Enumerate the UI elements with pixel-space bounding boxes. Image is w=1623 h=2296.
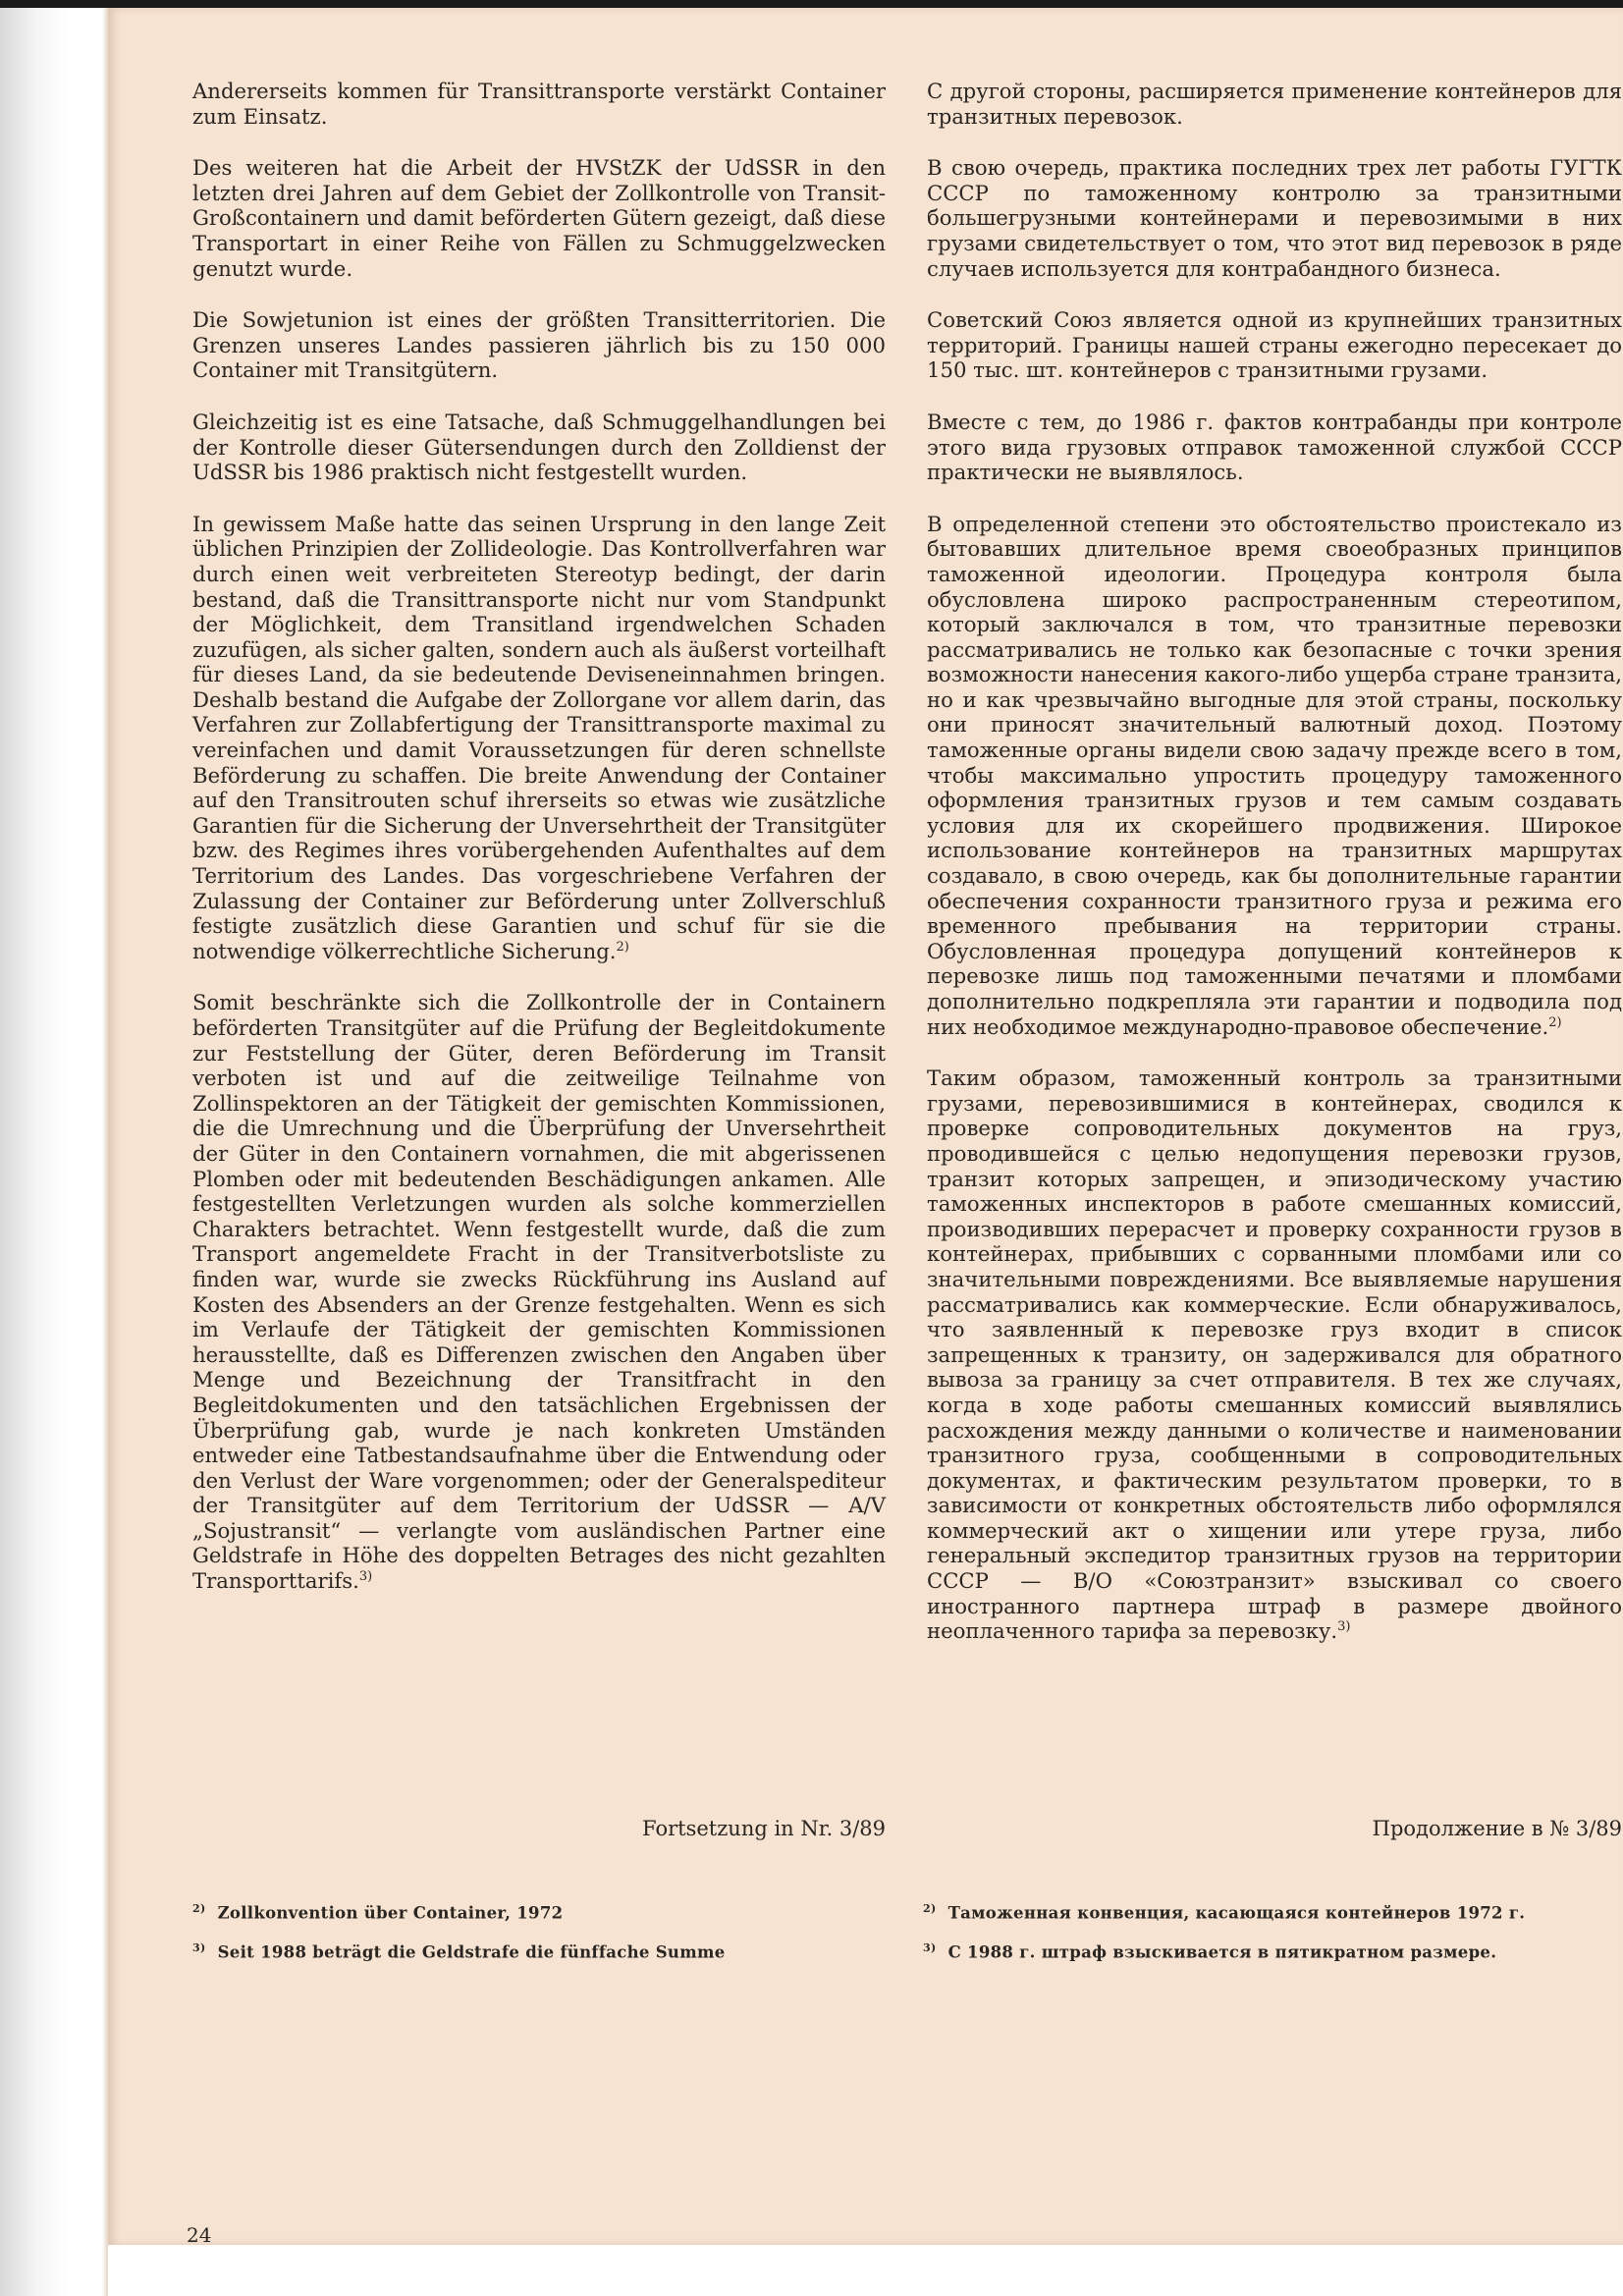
russian-footnote-2 [923, 1902, 1525, 1923]
german-footnote-3 [192, 1941, 726, 1962]
german-continued-note: Fortsetzung in Nr. 3/89 [642, 1817, 886, 1840]
footnote-ref-2: 2) [616, 939, 629, 955]
german-paragraph-5 [192, 512, 886, 964]
footnote-mark: 3) [192, 1941, 206, 1954]
russian-continued-note: Продолжение в № 3/89 [1372, 1817, 1622, 1840]
russian-paragraph-4: Вместе с тем, до 1986 г. фактов контрабанды при контроле этого вида грузовых отправок таможенной службой СССР практически не выявлялось. [927, 409, 1622, 485]
scan-left-margin [0, 8, 108, 2296]
german-footnote-2 [192, 1902, 563, 1923]
footnote-mark: 3) [923, 1941, 937, 1954]
russian-paragraph-6-text: Таким образом, таможенный контроль за транзитными грузами, перевозившимися в контейнерах, сводился к проверке сопроводительных документов на груз, проводившейся с целью недопущения перевозки грузов, транзит которых запрещен, и эпизодическому участию таможенных инспекторов в работе смешанных комиссий, производивших перерасчет и проверку сохранности грузов в контейнерах, прибывших с сорванными пломбами или со значительными повреждениями. Все выявляемые нарушения рассматривались как коммерческие. Если обнаруживалось, что заявленный к перевозке груз входит в список запрещенных к транзиту, он задерживался для обратного вывоза за границу за счет отправителя. В тех же случаях, когда в ходе работы смешанных комиссий выявлялись расхождения между данными о количестве и наименовании транзитного груза, сообщенными в сопроводительных документах, и фактическим результатом проверки, то в зависимости от конкретных обстоятельств либо оформлялся коммерческий акт о хищении или утере груза, либо генеральный экспедитор транзитных грузов на территории СССР — В/О «Союзтранзит» взыскивал со своего иностранного партнера штраф в размере двойного неоплаченного тарифа за перевозку. [927, 1066, 1622, 1644]
footnote-mark: 2) [923, 1902, 937, 1915]
footnote-text: С 1988 г. штраф взыскивается в пятикратном размере. [947, 1942, 1497, 1962]
footnote-ref-3: 3) [358, 1569, 373, 1584]
footnote-text: Таможенная конвенция, касающаяся контейнеров 1972 г. [947, 1903, 1526, 1923]
german-paragraph-2: Des weiteren hat die Arbeit der HVStZK der UdSSR in den letzten drei Jahren auf dem Gebiet der Zollkontrolle von Transit-Großcontainern und damit beförderten Gütern gezeigt, daß diese Transportart in einer Reihe von Fällen zu Schmuggelzwecken genutzt wurde. [192, 155, 886, 281]
german-paragraph-4: Gleichzeitig ist es eine Tatsache, daß Schmuggelhandlungen bei der Kontrolle dieser Gütersendungen durch den Zolldienst der UdSSR bis 1986 praktisch nicht festgestellt wurden. [192, 409, 886, 485]
german-paragraph-6-text: Somit beschränkte sich die Zollkontrolle der in Containern beförderten Transitgüter auf die Prüfung der Begleitdokumente zur Feststellung der Güter, deren Beförderung im Transit verboten ist und auf die zeitweilige Teilnahme von Zollinspektoren an der Tätigkeit der gemischten Kommissionen, die die Umrechnung und die Überprüfung der Unversehrtheit der Güter in den Containern vornahmen, die mit abgerissenen Plomben oder mit bedeutenden Beschädigungen ankamen. Alle festgestellten Verletzungen wurden als solche kommerziellen Charakters betrachtet. Wenn festgestellt wurde, daß die zum Transport angemeldete Fracht in der Transitverbotsliste zu finden war, wurde sie zwecks Rückführung ins Ausland auf Kosten des Absenders an der Grenze festgehalten. Wenn es sich im Verlaufe der Tätigkeit der gemischten Kommissionen herausstellte, daß es Differenzen zwischen den Angaben über Menge und Bezeichnung der Transitfracht in den Begleitdokumenten und den tatsächlichen Ergebnissen der Überprüfung gab, wurde je nach konkreten Umständen entweder eine Tatbestandsaufnahme über die Entwendung oder den Verlust der Ware vorgenommen; oder der Generalspediteur der Transitgüter auf dem Territorium der UdSSR — A/V „Sojustransit“ — verlangte vom ausländischen Partner eine Geldstrafe in Höhe des doppelten Betrages des nicht gezahlten Transporttarifs. [192, 990, 886, 1594]
page-number: 24 [187, 2223, 212, 2247]
footnote-ref-2: 2) [1548, 1014, 1562, 1030]
russian-footnote-3 [923, 1941, 1496, 1962]
russian-paragraph-1: С другой стороны, расширяется применение контейнеров для транзитных перевозок. [927, 79, 1622, 129]
german-paragraph-5-text: In gewissem Maße hatte das seinen Ursprung in den lange Zeit üblichen Prinzipien der Zollideologie. Das Kontrollverfahren war durch einen weit verbreiteten Stereotyp bedingt, der darin bestand, daß die Transittransporte nicht nur vom Standpunkt der Möglichkeit, dem Transitland irgendwelchen Schaden zuzufügen, als sicher galten, sondern auch als äußerst vorteilhaft für dieses Land, da sie bedeutende Deviseneinnahmen bringen. Deshalb bestand die Aufgabe der Zollorgane vor allem darin, das Verfahren zur Zollabfertigung der Transittransporte maximal zu vereinfachen und damit Voraussetzungen für deren schnellste Beförderung zu schaffen. Die breite Anwendung der Container auf den Transitrouten schuf ihrerseits so etwas wie zusätzliche Garantien für die Sicherung der Unversehrtheit der Transitgüter bzw. des Regimes ihres vorübergehenden Aufenthaltes auf dem Territorium des Landes. Das vorgeschriebene Verfahren der Zulassung der Container zur Beförderung unter Zollverschluß festigte zusätzlich diese Garantien und schuf für sie die notwendige völkerrechtliche Sicherung. [192, 511, 886, 963]
footnote-mark: 2) [192, 1902, 206, 1915]
russian-paragraph-2: В свою очередь, практика последних трех лет работы ГУГТК СССР по таможенному контролю за транзитными большегрузными контейнерами и перевозимыми в них грузами свидетельствует о том, что этот вид перевозок в ряде случаев используется для контрабандного бизнеса. [927, 155, 1622, 281]
german-paragraph-1: Andererseits kommen für Transittransporte verstärkt Container zum Einsatz. [192, 79, 886, 129]
russian-paragraph-6 [927, 1066, 1622, 1644]
footnote-text: Zollkonvention über Container, 1972 [217, 1903, 564, 1923]
russian-column [927, 79, 1622, 1670]
german-paragraph-6 [192, 990, 886, 1593]
russian-paragraph-5 [927, 512, 1622, 1039]
russian-paragraph-3: Советский Союз является одной из крупнейших транзитных территорий. Границы нашей страны ежегодно пересекает до 150 тыс. шт. контейнеров с транзитными грузами. [927, 307, 1622, 383]
footnote-ref-3: 3) [1337, 1619, 1351, 1635]
footnote-text: Seit 1988 beträgt die Geldstrafe die fünffache Summe [217, 1942, 726, 1962]
german-column [192, 79, 886, 1620]
scan-top-edge [0, 0, 1623, 8]
german-paragraph-3: Die Sowjetunion ist eines der größten Transitterritorien. Die Grenzen unseres Landes passieren jährlich bis zu 150 000 Container mit Transitgütern. [192, 307, 886, 383]
russian-paragraph-5-text: В определенной степени это обстоятельство проистекало из бытовавших длительное время своеобразных принципов таможенной идеологии. Процедура контроля была обусловлена широко распространенным стереотипом, который заключался в том, что транзитные перевозки рассматривались не только как безопасные с точки зрения возможности нанесения какого-либо ущерба стране транзита, но и как чрезвычайно выгодные для этой страны, поскольку они приносят значительный валютный доход. Поэтому таможенные органы видели свою задачу прежде всего в том, чтобы максимально упростить процедуру таможенного оформления транзитных грузов и тем самым создавать условия для их скорейшего продвижения. Широкое использование контейнеров на транзитных маршрутах создавало, в свою очередь, как бы дополнительные гарантии обеспечения сохранности транзитного груза и режима его временного пребывания на территории страны. Обусловленная процедура допущений контейнеров к перевозке лишь под таможенными печатями и пломбами дополнительно подкрепляла эти гарантии и подводила под них необходимое международно-правовое обеспечение. [927, 511, 1622, 1039]
